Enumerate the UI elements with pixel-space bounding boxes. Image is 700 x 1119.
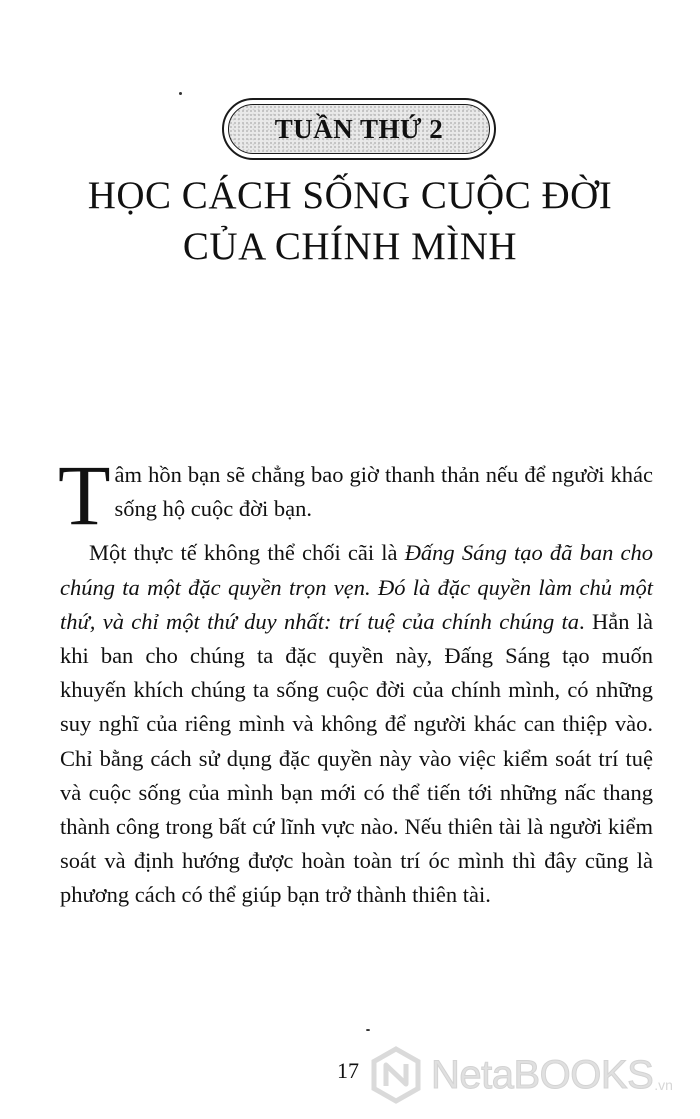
page-number: 17 [337, 1058, 359, 1083]
week-label: TUẦN THỨ 2 [274, 113, 444, 144]
week-badge [222, 98, 496, 160]
paragraph-2-rest: . Hẳn là khi ban cho chúng ta đặc quyền này, Đấng Sáng tạo muốn khuyến khích chúng ta sống cuộc đời của chính mình, có những suy nghĩ của riêng mình và không để người khác can thiệp vào. Chỉ bằng cách sử dụng đặc quyền này vào việc kiểm soát trí tuệ và cuộc sống của mình bạn mới có thể tiến tới những nấc thang thành công trong bất cứ lĩnh vực nào. Nếu thiên tài là người kiểm soát và định hướng được hoàn toàn trí óc mình thì đây cũng là phương cách có thể giúp bạn trở thành thiên tài. [60, 608, 653, 908]
watermark-brand: NetaBOOKS [431, 1052, 654, 1097]
watermark [367, 1043, 697, 1107]
page-speck [366, 1029, 370, 1031]
chapter-title-line-2: CỦA CHÍNH MÌNH [182, 225, 518, 268]
paragraph-1-text: âm hồn bạn sẽ chẳng bao giờ thanh thản nếu để người khác sống hộ cuộc đời bạn. [114, 462, 653, 522]
netabooks-logo-icon [367, 1046, 425, 1104]
paragraph-2 [60, 536, 653, 912]
body-text [58, 447, 653, 913]
watermark-suffix: .vn [654, 1077, 673, 1093]
drop-cap: T [58, 447, 111, 543]
week-badge-inner [228, 104, 490, 154]
chapter-title [40, 170, 660, 272]
paragraph-2-intro: Một thực tế không thể chối cãi là [89, 540, 405, 566]
paragraph-2-emphasis: Đấng Sáng tạo đã ban cho chúng ta một đặc quyền trọn vẹn. Đó là đặc quyền làm chủ một thứ, và chỉ một thứ duy nhất: trí tuệ của chính chúng ta [60, 540, 653, 634]
page-speck [179, 92, 182, 95]
paragraph-1 [58, 447, 653, 543]
chapter-title-line-1: HỌC CÁCH SỐNG CUỘC ĐỜI [87, 174, 613, 217]
